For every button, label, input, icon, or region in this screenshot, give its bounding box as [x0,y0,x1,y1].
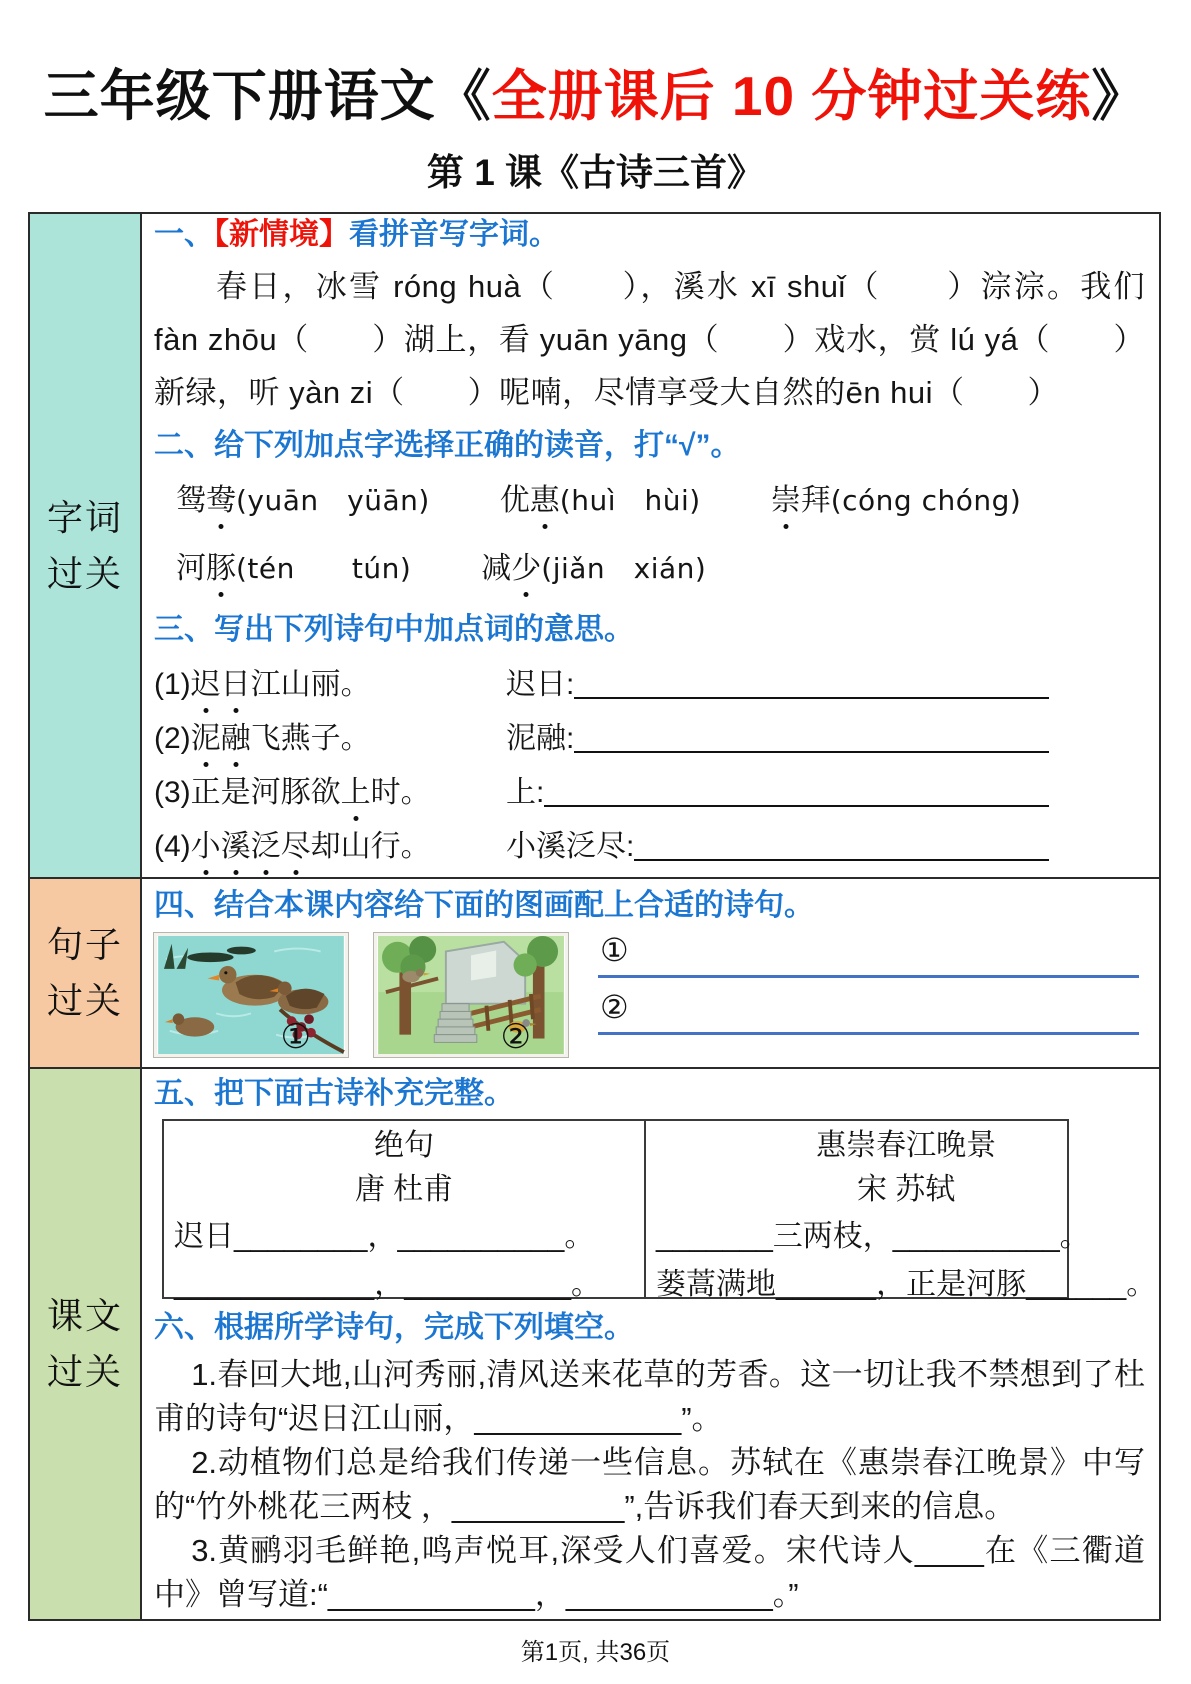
page-title [0,52,1191,131]
poem-line-blank: ____________，__________。 [174,1268,602,1301]
sidebar-label-line: 过关 [46,552,123,594]
answer2-number-label: ② [600,988,629,1026]
pinyin-options: (jiǎn xián) [541,552,707,585]
pinyin-options: (cóng chóng) [830,484,1022,517]
title-open-bracket: 《 [435,65,492,127]
picture-answer-area [598,933,1145,1057]
word-meaning-row [154,819,1049,873]
pronunciation-choice-row [176,543,1145,583]
fill-in-paragraph: 2.动植物们总是给我们传递一些信息。苏轼在《惠崇春江晚景》中写的“竹外桃花三两枝 ，__________”,告诉我们春天到来的信息。 [154,1445,1145,1524]
picture-matching-area [154,933,1145,1057]
question4-number: 四、 [154,889,214,922]
poem-author: 宋 苏轼 [856,1173,956,1206]
word-meaning-row [154,657,1049,711]
question4-title: 结合本课内容给下面的图画配上合适的诗句。 [214,889,814,922]
answer-blank [574,751,1049,753]
dotted-word: 崇拜 [771,484,831,517]
sidebar-label-line: 过关 [46,980,123,1021]
sidebar-text-section [30,1069,142,1619]
word-meaning-row [154,711,1049,765]
fill-in-paragraph: 3.黄鹂羽毛鲜艳,鸣声悦耳,深受人们喜爱。宋代诗人____在《三衢道中》曾写道:“____________，____________。” [154,1533,1145,1612]
question2-title: 给下列加点字选择正确的读音，打“√”。 [214,429,741,462]
poem-completion-table [162,1119,1157,1301]
item-number: (4) [154,830,191,863]
term-label: 上: [506,776,545,809]
question6-title: 根据所学诗句，完成下列填空。 [214,1311,634,1344]
pinyin-options: (huì hùi) [559,484,701,517]
poem-line-blank: _______三两枝，__________。 [656,1220,1090,1253]
poem-cell-jueju [164,1121,646,1301]
poem-line-blank: 迟日________，__________。 [174,1220,595,1253]
question5-title: 把下面古诗补充完整。 [214,1077,514,1110]
dotted-phrase: 泥融飞燕子。 [191,722,371,755]
pronunciation-choice-row [176,475,1145,515]
answer-blank [598,975,1139,978]
answer-blank [574,697,1049,699]
picture1-number-label: ① [280,1017,311,1057]
poem-phrase [154,713,506,765]
text-section-row [30,1067,1159,1619]
question5-heading [154,1075,1145,1113]
question3-number: 三、 [154,613,214,646]
illustration-garden [374,933,568,1057]
poem-phrase [154,767,506,819]
poem-title: 绝句 [374,1129,434,1162]
worksheet-table [28,212,1161,1621]
question1-title: 看拼音写字词。 [349,218,559,251]
sidebar-label-line: 过关 [46,1351,123,1392]
pronunciation-item [176,475,430,519]
word-meaning-list [154,657,1049,873]
item-number: (1) [154,668,191,701]
words-section-content [142,214,1159,877]
fill-in-paragraphs [154,1353,1145,1617]
poem-phrase [154,659,506,711]
pinyin-passage: 春日，冰雪 róng huà（ ），溪水 xī shuǐ（ ）淙淙。我们 fàn zhōu（ ）湖上，看 yuān yāng（ ）戏水，赏 lú yá（ ）新绿，听 yàn zi（ ）呢喃，尽情享受大自然的ēn hui（ ） [154,269,1145,410]
poem-author: 唐 杜甫 [354,1173,454,1206]
pronunciation-item [481,543,706,587]
dotted-word: 河豚 [176,552,236,585]
title-close-bracket: 》 [1091,65,1148,127]
sentence-section-content [142,879,1159,1067]
question6-number: 六、 [154,1311,214,1344]
question1-number: 一、 [154,218,214,251]
term-label: 迟日: [506,668,575,701]
poem-phrase [154,821,506,873]
page-number-footer: 第1页, 共36页 [520,1639,671,1666]
garden-scene-graphic [377,936,565,1057]
poem-line-blank: 蒌蒿满地______，正是河豚______。 [656,1268,1157,1301]
ducks-scene-graphic [157,936,345,1057]
sentence-section-row [30,877,1159,1067]
text-section-content [142,1069,1159,1619]
sidebar-label-line: 句子 [46,924,123,965]
pinyin-options: (yuān yüān) [236,484,430,517]
dotted-phrase: 小溪泛尽却山行。 [191,830,431,863]
title-black-part: 三年级下册语文 [43,65,436,127]
dotted-phrase: 正是河豚欲上时。 [191,776,431,809]
answer-blank [544,805,1049,807]
title-red-part: 全册课后 10 分钟过关练 [491,65,1092,127]
question2-number: 二、 [154,429,214,462]
lesson-subtitle: 第 1 课《古诗三首》 [426,152,765,193]
question2-heading [154,427,1145,465]
question3-title: 写出下列诗句中加点词的意思。 [214,613,634,646]
pronunciation-item [176,543,411,587]
question3-heading [154,611,1145,649]
dotted-phrase: 迟日江山丽。 [191,668,371,701]
sidebar-sentence-section [30,879,142,1067]
words-section-row [30,214,1159,877]
term-label: 泥融: [506,722,575,755]
item-number: (3) [154,776,191,809]
question5-number: 五、 [154,1077,214,1110]
picture-answer-group [598,933,1139,978]
picture2-number-label: ② [500,1017,531,1057]
dotted-word: 减少 [481,552,541,585]
question6-heading [154,1309,1145,1347]
illustration-ducks [154,933,348,1057]
word-meaning-row [154,765,1049,819]
new-context-tag: 【新情境】 [214,218,349,251]
question4-heading [154,887,1145,925]
poem-title: 惠崇春江晚景 [816,1129,997,1162]
question1-heading [154,216,1145,254]
pinyin-options: (tén tún) [236,552,412,585]
answer-blank [598,1032,1139,1035]
answer-blank [634,859,1049,861]
dotted-word: 优惠 [500,484,560,517]
pronunciation-item [771,475,1022,519]
picture-answer-group [598,990,1139,1035]
item-number: (2) [154,722,191,755]
sidebar-words-section [30,214,142,877]
poem-cell-huichong [646,1121,1159,1301]
answer1-number-label: ① [600,931,629,969]
sidebar-label-line: 字词 [46,496,123,538]
pronunciation-item [500,475,701,519]
fill-in-paragraph: 1.春回大地,山河秀丽,清风送来花草的芳香。这一切让我不禁想到了杜甫的诗句“迟日江山丽，____________”。 [154,1357,1145,1436]
dotted-word: 鸳鸯 [176,484,236,517]
sidebar-label-line: 课文 [46,1295,123,1336]
term-label: 小溪泛尽: [506,830,635,863]
